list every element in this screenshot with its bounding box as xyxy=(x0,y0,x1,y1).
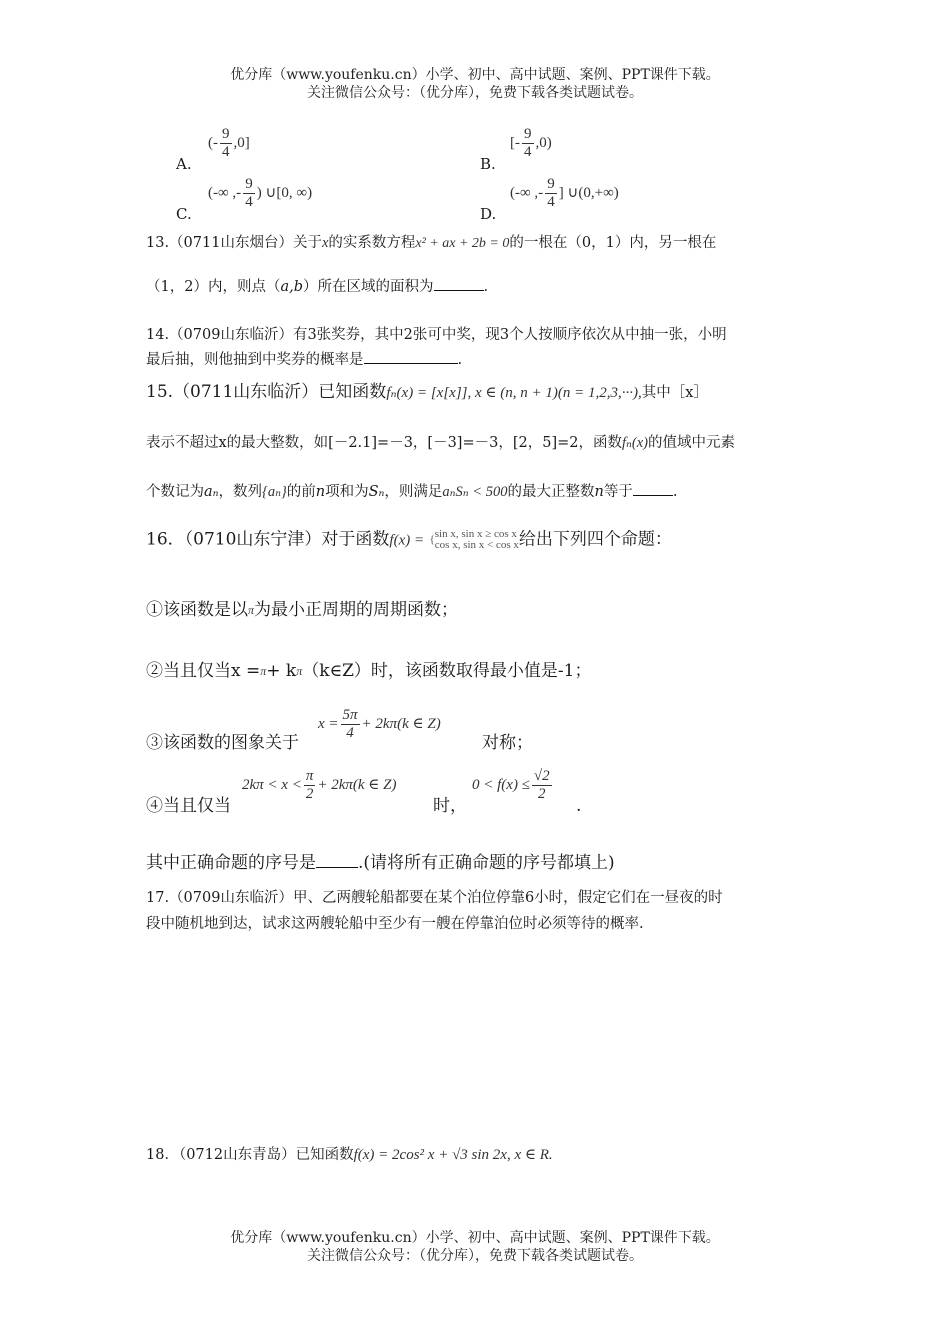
q16-p4-range xyxy=(472,768,554,803)
option-d-label: D. xyxy=(480,205,497,223)
option-b-expr xyxy=(510,126,552,161)
option-c-label: C. xyxy=(176,205,192,223)
q17-line-2: 段中随机地到达，试求这两艘轮船中至少有一艘在停靠泊位时必须等待的概率. xyxy=(146,916,644,932)
option-d-num: 9 xyxy=(547,176,555,192)
q16-prop-4 xyxy=(146,796,231,816)
footer-line-1: 优分库（www.youfenku.cn）小学、初中、高中试题、案例、PPT课件下载。 xyxy=(230,1230,720,1246)
q16-p4-rest: + 2kπ(k ∈ Z) xyxy=(317,776,397,793)
q15-line3end: . xyxy=(672,484,678,500)
option-c-fraction xyxy=(243,176,255,211)
q15-line3d: 项和为 xyxy=(325,484,369,500)
q16-p4end: . xyxy=(576,796,582,816)
q16-p4-den: 2 xyxy=(304,785,316,803)
q14-answer-blank[interactable] xyxy=(364,363,458,364)
q15-inequality: aₙSₙ < 500 xyxy=(442,484,508,500)
q13-answer-blank[interactable] xyxy=(434,290,484,291)
q13-var: x xyxy=(321,235,329,251)
q13-line2end: . xyxy=(483,279,489,295)
q16-p4-num2: √2 xyxy=(533,768,550,784)
option-d-pre: (-∞ ,- xyxy=(510,184,544,201)
q16-p4a: ④当且仅当 xyxy=(146,796,231,816)
q15-line3e: ，则满足 xyxy=(384,484,443,500)
option-c-pre: (-∞ ,- xyxy=(208,184,242,201)
q16-p3-num: 5π xyxy=(342,707,358,723)
q17-line-1: 17.（0709山东临沂）甲、乙两艘轮船都要在某个泊位停靠6小时，假定它们在一昼夜的时 xyxy=(146,890,723,906)
option-d-expr xyxy=(510,176,619,211)
q15-line-3 xyxy=(146,483,677,501)
q14-line-1: 14.（0709山东临沂）有3张奖券，其中2张可中奖，现3个人按顺序依次从中抽一张，小明 xyxy=(146,327,727,343)
q15-line3a: 个数记为 xyxy=(146,484,204,500)
option-c-num: 9 xyxy=(245,176,253,192)
q13-line-1 xyxy=(146,234,716,253)
q15-line3c: 的前 xyxy=(286,484,316,500)
q16-p3a: ③该函数的图象关于 xyxy=(146,733,299,753)
q16-answer-prefix: 其中正确命题的序号是 xyxy=(146,853,316,873)
option-a-pre: (- xyxy=(208,134,218,151)
q16-answer-line xyxy=(146,853,615,873)
option-a-fraction xyxy=(220,126,232,161)
option-d-fraction xyxy=(545,176,557,211)
q15-an: aₙ xyxy=(204,484,219,500)
q16-p2-pi: π xyxy=(260,664,267,678)
option-c-expr xyxy=(208,176,312,211)
option-a-den: 4 xyxy=(222,144,230,160)
q15-fn: fₙ(x) xyxy=(621,435,648,451)
q15-n: n xyxy=(315,484,326,500)
option-b-label: B. xyxy=(480,155,496,173)
q16-p4-den2: 2 xyxy=(532,785,552,803)
option-b-fraction xyxy=(522,126,534,161)
option-d-post: ] ∪(0,+∞) xyxy=(558,184,619,201)
q15-line-1 xyxy=(146,382,708,402)
q16-prop-1 xyxy=(146,600,458,620)
q16-p2c: （k∈Z）时，该函数取得最小值是-1； xyxy=(302,661,592,681)
option-b-post: ,0) xyxy=(535,134,552,151)
q16-p2a: ②当且仅当x = xyxy=(146,661,261,681)
q15-suffix: 其中［x］ xyxy=(641,385,708,401)
q16-p1-pi: π xyxy=(248,603,255,617)
header-line-1: 优分库（www.youfenku.cn）小学、初中、高中试题、案例、PPT课件下载。 xyxy=(230,67,720,83)
q16-piece-2: cos x, sin x < cos x xyxy=(434,539,519,551)
q16-answer-suffix: .(请将所有正确命题的序号都填上) xyxy=(358,853,615,873)
q16-p4-num: π xyxy=(305,768,314,784)
q16-p4-left2: 0 < f(x) ≤ xyxy=(472,776,530,793)
page-footer xyxy=(0,1229,950,1265)
q16-p2-pi2: π xyxy=(296,664,303,678)
q18-formula: f(x) = 2cos² x + √3 sin 2x, x ∈ R. xyxy=(353,1147,553,1163)
q15-line-2 xyxy=(146,434,735,452)
q13-point-var: a,b xyxy=(280,279,303,295)
q15-line3b: ，数列 xyxy=(218,484,263,500)
q18-prefix: 18．（0712山东青岛）已知函数 xyxy=(146,1147,354,1163)
q16-suffix: 给出下列四个命题： xyxy=(518,529,672,550)
q16-p2b: + k xyxy=(266,661,297,681)
q13-mid: 的实系数方程 xyxy=(328,235,416,251)
q16-p4-fraction xyxy=(304,768,316,803)
q16-p3-x: x = xyxy=(318,715,339,732)
q16-fx: f(x) = xyxy=(389,532,425,549)
q16-p1b: 为最小正周期的周期函数； xyxy=(254,600,459,620)
q16-p3b: 对称； xyxy=(482,733,533,753)
option-a-num: 9 xyxy=(222,126,230,142)
q16-piece-1: sin x, sin x ≥ cos x xyxy=(434,528,517,540)
q13-line-2 xyxy=(146,278,488,296)
page-header xyxy=(0,66,950,102)
q15-line2a: 表示不超过x的最大整数，如[－2.1]=－3，[－3]=－3，[2，5]=2，函数 xyxy=(146,435,622,451)
q16-p3-rest: + 2kπ(k ∈ Z) xyxy=(361,715,441,732)
q15-prefix: 15.（0711山东临沂）已知函数 xyxy=(146,382,387,402)
option-b-den: 4 xyxy=(524,144,532,160)
option-c-post: ) ∪[0, ∞) xyxy=(256,184,313,201)
q16-answer-blank[interactable] xyxy=(316,867,358,868)
q16-p4-formula xyxy=(242,768,396,803)
q15-sn: Sₙ xyxy=(368,484,385,500)
q13-equation: x² + ax + 2b = 0 xyxy=(415,236,510,251)
q16-p3-formula xyxy=(318,707,441,742)
header-line-2: 关注微信公众号：（优分库），免费下载各类试题试卷。 xyxy=(307,85,643,101)
q16-line-1 xyxy=(146,529,672,551)
q16-prop-3 xyxy=(146,733,299,753)
option-a-label: A. xyxy=(176,155,192,173)
q15-answer-blank[interactable] xyxy=(633,495,673,496)
q13-prefix: 13.（0711山东烟台）关于 xyxy=(146,235,322,251)
q15-line3g: 等于 xyxy=(603,484,633,500)
q16-p3-fraction xyxy=(341,707,360,742)
q16-piecewise: { sin x, sin x ≥ cos x cos x, sin x < cos x xyxy=(429,528,519,551)
q14-line2: 最后抽，则他抽到中奖券的概率是 xyxy=(146,352,364,368)
option-b-num: 9 xyxy=(524,126,532,142)
q15-n2: n xyxy=(594,484,604,500)
q18-line-1 xyxy=(146,1146,553,1164)
option-d-den: 4 xyxy=(547,194,555,210)
q16-prefix: 16．（0710山东宁津）对于函数 xyxy=(146,529,390,550)
q14-end: . xyxy=(457,352,463,368)
q16-p4-left: 2kπ < x < xyxy=(242,776,302,793)
q13-suffix: 的一根在（0，1）内，另一根在 xyxy=(509,235,717,251)
q15-line3f: 的最大正整数 xyxy=(507,484,595,500)
q15-seq: {aₙ} xyxy=(262,484,287,500)
q15-line2b: 的值域中元素 xyxy=(647,435,735,451)
q13-line2a: （1，2）内，则点（ xyxy=(146,279,281,295)
footer-line-2: 关注微信公众号：（优分库），免费下载各类试题试卷。 xyxy=(307,1248,643,1264)
q13-line2b: ）所在区域的面积为 xyxy=(303,279,434,295)
q16-p4b: 时， xyxy=(433,796,467,816)
q16-p1a: ①该函数是以 xyxy=(146,600,248,620)
q16-p4-fraction2 xyxy=(532,768,552,803)
q16-p3-den: 4 xyxy=(341,724,360,742)
option-a-expr xyxy=(208,126,250,161)
option-c-den: 4 xyxy=(245,194,253,210)
option-a-post: ,0] xyxy=(233,134,250,151)
option-b-pre: [- xyxy=(510,134,520,151)
q14-line-2 xyxy=(146,351,462,369)
q16-prop-2 xyxy=(146,661,592,681)
q15-formula: fₙ(x) = [x[x]], x ∈ (n, n + 1)(n = 1,2,3,···), xyxy=(386,385,642,401)
